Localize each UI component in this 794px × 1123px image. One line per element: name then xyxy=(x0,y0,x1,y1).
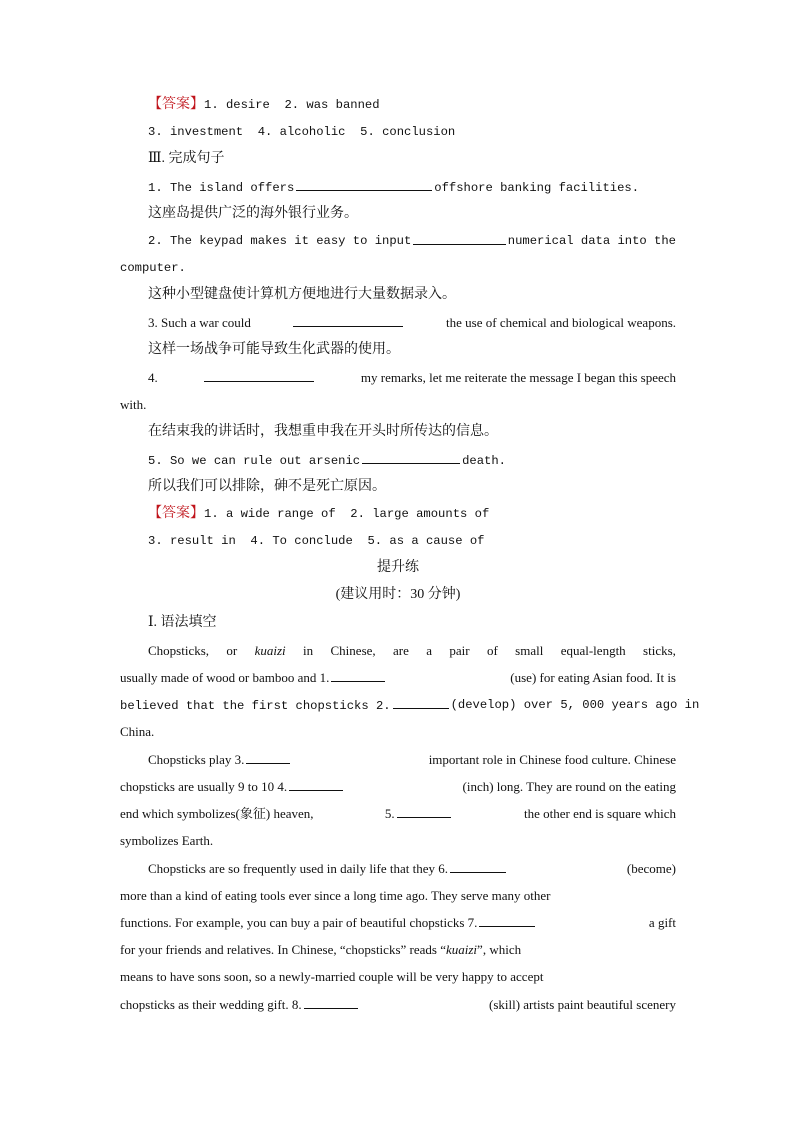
question-4-translation: 在结束我的讲话时，我想重申我在开头时所传达的信息。 xyxy=(148,424,498,439)
paragraph-3-line-6: chopsticks as their wedding gift. 8. (skill) artists paint beautiful scenery xyxy=(120,997,676,1012)
question-3: 3. Such a war could the use of chemical and biological weapons. xyxy=(148,315,676,330)
paragraph-3-line-4: for your friends and relatives. In Chinese, “chopsticks” reads “kuaizi”, which xyxy=(120,942,522,957)
question-2-translation: 这种小型键盘使计算机方便地进行大量数据录入。 xyxy=(148,287,456,302)
section-title: Ⅲ. 完成句子 xyxy=(148,151,225,166)
question-2-continued: computer. xyxy=(120,261,186,275)
question-3-translation: 这样一场战争可能导致生化武器的使用。 xyxy=(148,342,400,357)
question-2: 2. The keypad makes it easy to input numerical data into the xyxy=(148,234,676,248)
answer-line-2 xyxy=(148,124,455,140)
paragraph-1-line-3: believed that the first chopsticks 2. (develop) over 5, 000 years ago in xyxy=(120,698,700,713)
answer-blank[interactable] xyxy=(293,315,403,327)
question-4: 4. my remarks, let me reiterate the message I began this speech xyxy=(148,370,676,385)
paragraph-1-line-1: Chopsticks, or kuaizi in Chinese, are a pair of small equal-length sticks, xyxy=(148,643,676,658)
answer-tag: 【答案】 xyxy=(148,506,204,522)
answer-blank[interactable] xyxy=(362,452,460,464)
answer-item: 4. To conclude xyxy=(250,534,353,548)
question-5: 5. So we can rule out arsenic death. xyxy=(148,454,506,468)
paragraph-2-line-3: end which symbolizes(象征) heaven, 5. the other end is square which xyxy=(120,806,676,821)
answer-blank[interactable] xyxy=(479,915,535,927)
paragraph-2-line-1: Chopsticks play 3. important role in Chinese food culture. Chinese xyxy=(148,752,676,767)
answer-blank[interactable] xyxy=(296,179,432,191)
answer-item: 1. a wide range of xyxy=(204,507,336,521)
question-1-translation: 这座岛提供广泛的海外银行业务。 xyxy=(148,206,358,221)
paragraph-3-line-5: means to have sons soon, so a newly-married couple will be very happy to accept xyxy=(120,969,544,984)
answer-item: 4. alcoholic xyxy=(257,125,346,139)
answer-item: 5. as a cause of xyxy=(367,534,485,548)
answer-blank[interactable] xyxy=(304,997,358,1009)
answer-blank[interactable] xyxy=(397,806,451,818)
question-1: 1. The island offers offshore banking facilities. xyxy=(148,181,640,195)
answer-item: 5. conclusion xyxy=(360,125,456,139)
answer-blank[interactable] xyxy=(289,779,343,791)
answer-blank[interactable] xyxy=(413,233,505,245)
answer-item: 2. large amounts of xyxy=(350,507,490,521)
paragraph-3-line-1: Chopsticks are so frequently used in daily life that they 6. (become) xyxy=(148,861,676,876)
question-4-continued: with. xyxy=(120,397,147,412)
answer-blank[interactable] xyxy=(393,697,449,709)
answer-blank[interactable] xyxy=(450,861,506,873)
paragraph-3-line-2: more than a kind of eating tools ever since a long time ago. They serve many other xyxy=(120,888,551,903)
answer-tag: 【答案】 xyxy=(148,97,204,113)
answer-item: 1. desire xyxy=(204,98,270,112)
grammar-title: Ⅰ. 语法填空 xyxy=(148,615,217,630)
answer-line-4 xyxy=(148,533,484,549)
paragraph-2-line-4: symbolizes Earth. xyxy=(120,833,214,848)
answer-item: 3. investment xyxy=(148,125,244,139)
answer-item: 2. was banned xyxy=(284,98,380,112)
practice-time: (建议用时：30 分钟) xyxy=(335,587,461,602)
answer-blank[interactable] xyxy=(331,670,385,682)
answer-blank[interactable] xyxy=(204,370,314,382)
question-5-translation: 所以我们可以排除，砷不是死亡原因。 xyxy=(148,479,386,494)
answer-blank[interactable] xyxy=(246,752,290,764)
paragraph-3-line-3: functions. For example, you can buy a pair of beautiful chopsticks 7. a gift xyxy=(120,915,676,930)
answer-line-3 xyxy=(148,506,489,522)
paragraph-2-line-2: chopsticks are usually 9 to 10 4. (inch) long. They are round on the eating xyxy=(120,779,676,794)
paragraph-1-line-4: China. xyxy=(120,724,155,739)
practice-title: 提升练 xyxy=(377,560,419,575)
answer-line-1 xyxy=(148,97,380,113)
answer-item: 3. result in xyxy=(148,534,236,548)
paragraph-1-line-2: usually made of wood or bamboo and 1. (use) for eating Asian food. It is xyxy=(120,670,676,685)
